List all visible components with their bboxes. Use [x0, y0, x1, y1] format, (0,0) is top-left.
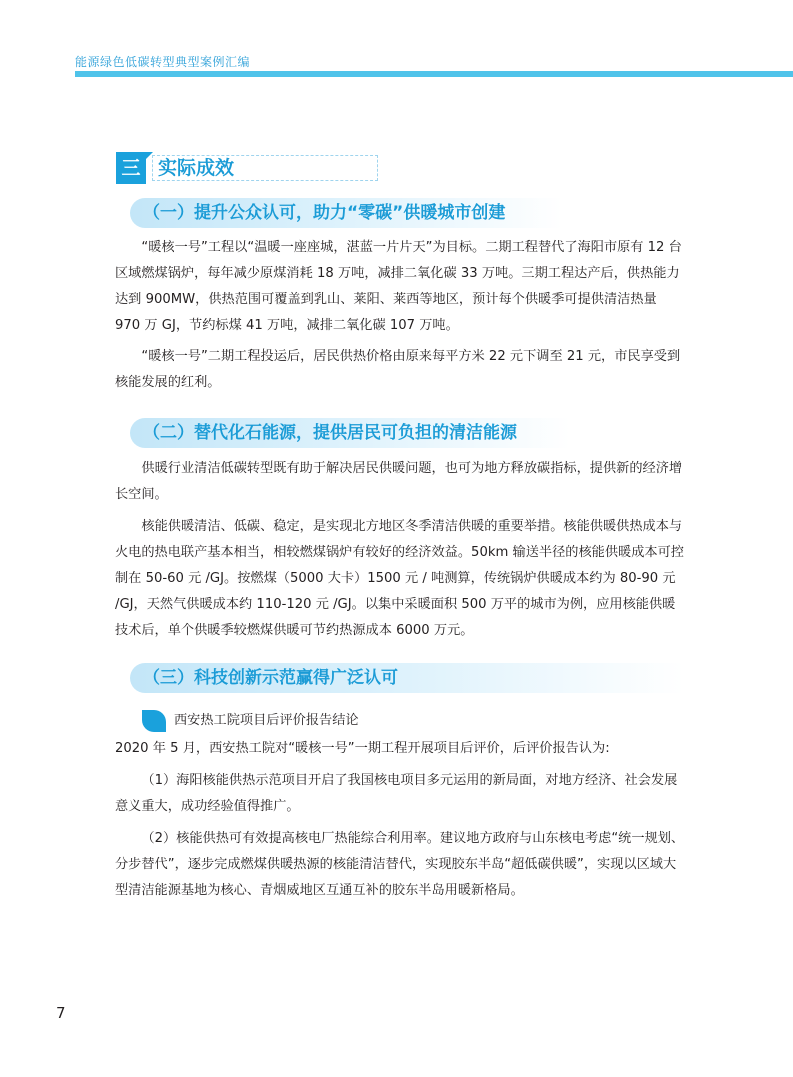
page-number: 7 — [56, 1004, 66, 1022]
section-number-badge: 三 — [116, 152, 146, 184]
paragraph: （2）核能供热可有效提高核电厂热能综合利用率。建议地方政府与山东核电考虑“统一规划、分步替代”，逐步完成燃煤供暖热源的核能清洁替代，实现胶东半岛“超低碳供暖”，实现以区域大型清洁能源基地为核心、青烟威地区互通互补的胶东半岛用暖新格局。 — [115, 831, 685, 898]
header-rule — [75, 71, 793, 77]
section-title-text: 实际成效 — [158, 157, 235, 179]
running-header-title: 能源绿色低碳转型典型案例汇编 — [75, 55, 251, 69]
section-title — [116, 152, 378, 184]
paragraph: “暖核一号”工程以“温暖一座座城，湛蓝一片片天”为目标。二期工程替代了海阳市原有 12 台区域燃煤锅炉，每年减少原煤消耗 18 万吨，减排二氧化碳 33 万吨。三期工程达产后，供热能力达到 900MW，供热范围可覆盖到乳山、莱阳、莱西等地区，预计每个供暖季可提供清洁热量 970 万 GJ，节约标煤 41 万吨，减排二氧化碳 107 万吨。 — [115, 240, 682, 333]
subsection-heading-text: （二）替代化石能源，提供居民可负担的清洁能源 — [143, 423, 517, 443]
subsection-heading-text: （一）提升公众认可，助力“零碳”供暖城市创建 — [143, 203, 506, 223]
subsection-heading-3 — [130, 663, 684, 693]
paragraph: 核能供暖清洁、低碳、稳定，是实现北方地区冬季清洁供暖的重要举措。核能供暖供热成本与火电的热电联产基本相当，相较燃煤锅炉有较好的经济效益。50km 输送半径的核能供暖成本可控制在 50-60 元 /GJ。按燃煤（5000 大卡）1500 元 / 吨测算，传统锅炉供暖成本约为 80-90 元 /GJ，天然气供暖成本约 110-120 元 /GJ。以集中采暖面积 500 万平的城市为例，应用核能供暖技术后，单个供暖季较燃煤供暖可节约热源成本 6000 万元。 — [115, 519, 684, 638]
label-tab-icon — [142, 710, 166, 732]
subsection-heading-1 — [130, 198, 562, 228]
report-label-text: 西安热工院项目后评价报告结论 — [174, 713, 359, 728]
paragraph: 供暖行业清洁低碳转型既有助于解决居民供暖问题，也可为地方释放碳指标，提供新的经济增长空间。 — [115, 461, 683, 502]
paragraph: （1）海阳核能供热示范项目开启了我国核电项目多元运用的新局面，对地方经济、社会发展意义重大，成功经验值得推广。 — [115, 773, 678, 814]
subsection-heading-text: （三）科技创新示范赢得广泛认可 — [143, 668, 398, 688]
paragraph: 2020 年 5 月，西安热工院对“暖核一号”一期工程开展项目后评价，后评价报告认为: — [115, 741, 610, 756]
paragraph: “暖核一号”二期工程投运后，居民供热价格由原来每平方米 22 元下调至 21 元，市民享受到核能发展的红利。 — [115, 349, 681, 390]
subsection-heading-2 — [130, 418, 570, 448]
